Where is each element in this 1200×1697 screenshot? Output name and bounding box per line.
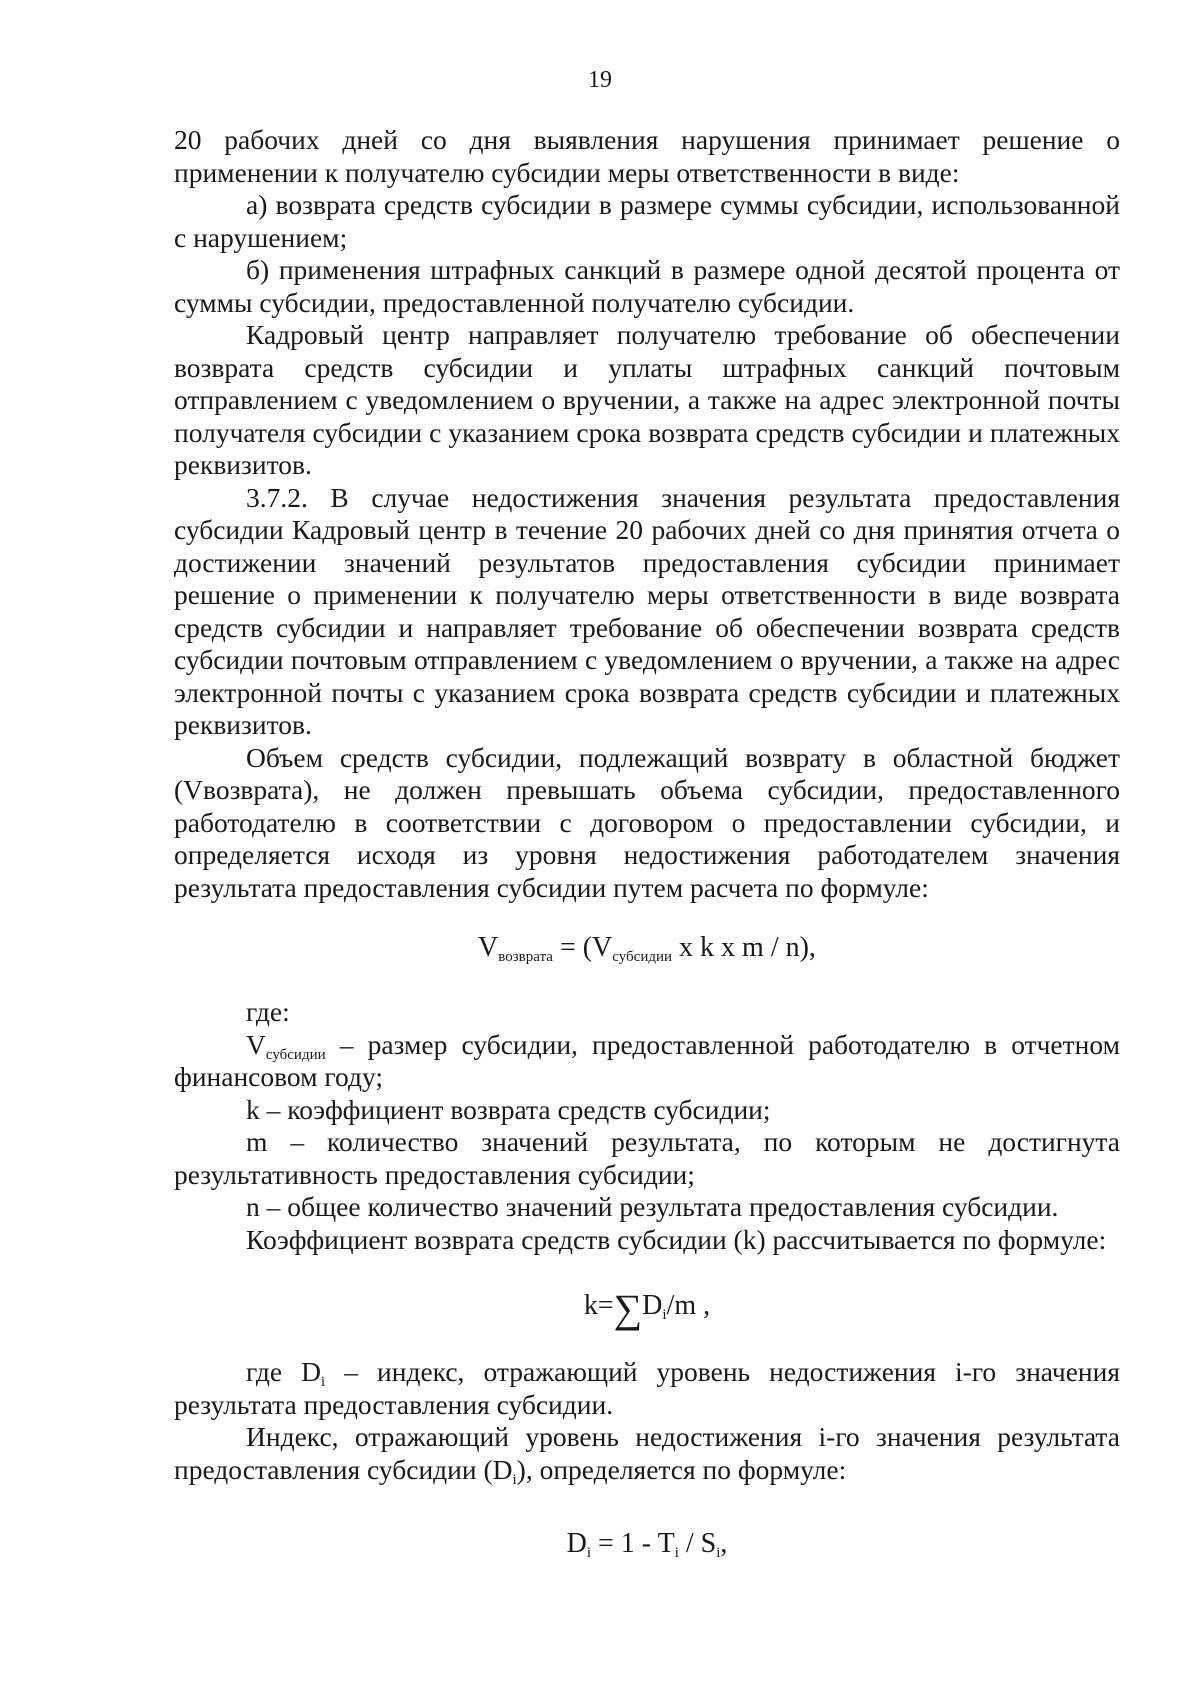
paragraph-item-b: б) применения штрафных санкций в размере одной десятой процента от суммы субсидии, предоставленной получателю субсидии. bbox=[174, 254, 1120, 318]
definition-v-subsidy: $V_{субсидии}$ – размер субсидии, предоставленной работодателю в отчетном финансовом году; bbox=[174, 1028, 1120, 1092]
formula-k: $k=\sum D_i/m$ , bbox=[583, 1286, 711, 1331]
paragraph-return-volume: Объем средств субсидии, подлежащий возврату в областной бюджет (Vвозврата), не должен превышать объема субсидии, предоставленного работодателю в соответствии с договором о предоставлении субсидии, и определяется исходя из уровня недостижения работодателем значения результата предоставления субсидии путем расчета по формуле: bbox=[174, 741, 1120, 903]
definition-m: m – количество значений результата, по которым не достигнута результативность предоставления субсидии; bbox=[174, 1126, 1120, 1190]
definition-di: где $D_i$ – индекс, отражающий уровень недостижения i-го значения результата предоставления субсидии. bbox=[174, 1356, 1121, 1420]
page-number: 19 bbox=[588, 67, 612, 93]
paragraph-where: где: bbox=[246, 996, 290, 1027]
paragraph-item-a: а) возврата средств субсидии в размере суммы субсидии, использованной с нарушением; bbox=[174, 189, 1120, 253]
paragraph-requirement: Кадровый центр направляет получателю требование об обеспечении возврата средств субсидии и уплаты штрафных санкций почтовым отправлением с уведомлением о вручении, а также на адрес электронной почты получателя субсидии с указанием срока возврата средств субсидии и платежных реквизитов. bbox=[174, 319, 1120, 480]
paragraph-coefficient: Коэффициент возврата средств субсидии (k) рассчитывается по формуле: bbox=[246, 1223, 1107, 1255]
paragraph-penalty-intro: 20 рабочих дней со дня выявления нарушения принимает решение о применении к получателю субсидии меры ответственности в виде: bbox=[174, 124, 1120, 188]
paragraph-index: Индекс, отражающий уровень недостижения i-го значения результата предоставления субсидии $(D_i)$, определяется по формуле: bbox=[174, 1421, 1120, 1488]
definition-k: k – коэффициент возврата средств субсидии; bbox=[246, 1093, 771, 1125]
paragraph-3-7-2: 3.7.2. В случае недостижения значения результата предоставления субсидии Кадровый центр в течение 20 рабочих дней со дня принятия отчета о достижении значений результатов предоставления субсидии принимает решение о применении к получателю меры ответственности в виде возврата средств субсидии и направляет требование об обеспечении возврата средств субсидии почтовым отправлением с уведомлением о вручении, а также на адрес электронной почты с указанием срока возврата средств субсидии и платежных реквизитов. bbox=[174, 481, 1120, 740]
sum-symbol: ∑ bbox=[613, 1286, 643, 1331]
formula-v-return: $V_{возврата} = (V_{субсидии}$ х k х m / n), bbox=[478, 932, 816, 965]
formula-di: $D_i = 1 - T_i / S_i$, bbox=[566, 1528, 728, 1561]
document-body bbox=[174, 124, 1120, 1564]
definition-n: n – общее количество значений результата предоставления субсидии. bbox=[246, 1191, 1059, 1222]
